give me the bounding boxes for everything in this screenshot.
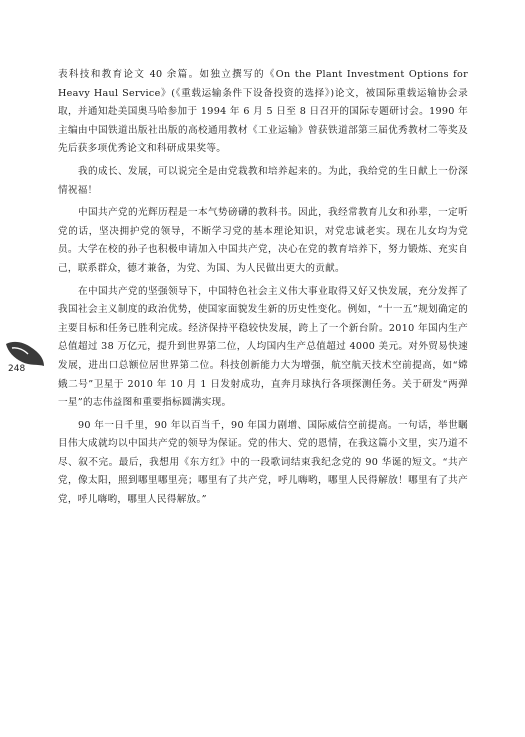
paragraph-2: 我的成长、发展，可以说完全是由党栽教和培养起来的。为此，我给党的生日献上一份深情祝福！ (58, 165, 468, 196)
body-text (58, 66, 468, 510)
paragraph-3: 中国共产党的光辉历程是一本气势磅礴的教科书。因此，我经常教育儿女和孙辈，一定听党的话，坚决拥护党的领导，不断学习党的基本理论知识，对党忠诚老实。现在儿女均为党员。大学在校的孙子也积极申请加入中国共产党，决心在党的教育培养下，努力锻炼、充实自己，联系群众，德才兼备，为党、为国、为人民做出更大的贡献。 (58, 207, 468, 274)
paragraph-1: 表科技和教育论文 40 余篇。如独立撰写的《On the Plant Investment Options for Heavy Haul Service》(《重载运输条件下设备投资的选择》)论文，被国际重载运输协会录取，并通知赴美国奥马哈参加于 1994 年 6 月 5 日至 8 日召开的国际专题研讨会。1990 年主编由中国铁道出版社出版的高校通用教材《工业运输》曾获铁道部第三届优秀教材二等奖及先后获多项优秀论文和科研成果奖等。 (58, 69, 468, 155)
paragraph-4: 在中国共产党的坚强领导下，中国特色社会主义伟大事业取得又好又快发展，充分发挥了我国社会主义制度的政治优势，使国家面貌发生新的历史性变化。例如，“十一五”规划确定的主要目标和任务已胜利完成。经济保持平稳较快发展，跨上了一个新台阶。2010 年国内生产总值超过 38 万亿元，提升到世界第二位，人均国内生产总值超过 4000 美元。对外贸易快速发展，进出口总额位居世界第二位。科技创新能力大为增强，航空航天技术空前提高，如“嫦娥二号”卫星于 2010 年 10 月 1 日发射成功，直奔月球执行各项探测任务。关于研发“两弹一星”的志伟益图和重要指标圆满实现。 (58, 285, 468, 409)
paragraph-5: 90 年一日千里，90 年以百当千，90 年国力剧增、国际威信空前提高。一句话，举世瞩目伟大成就均以中国共产党的领导为保证。党的伟大、党的恩情，在我这篇小文里，实乃道不尽、叙不完。最后，我想用《东方红》中的一段歌词结束我纪念党的 90 华诞的短文。“共产党，像太阳，照到哪里哪里亮；哪里有了共产党，呼儿嗨哟，哪里人民得解放！哪里有了共产党，呼儿嗨哟，哪里人民得解放。” (58, 419, 468, 506)
page-number: 248 (8, 364, 26, 374)
